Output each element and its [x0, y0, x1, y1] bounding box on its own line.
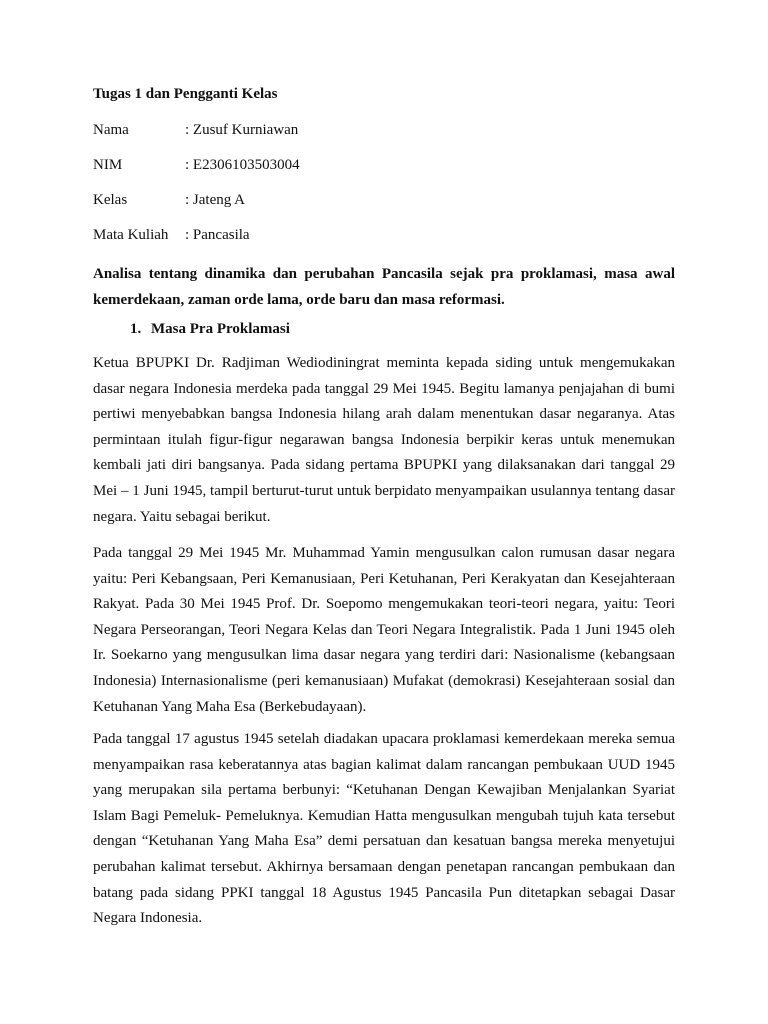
- field-label-kelas: Kelas: [93, 192, 128, 208]
- paragraph-2: Pada tanggal 29 Mei 1945 Mr. Muhammad Yamin mengusulkan calon rumusan dasar negara yaitu: Peri Kebangsaan, Peri Kemanusiaan, Peri Ketuhanan, Peri Kerakyatan dan Kesejahteraan Rakyat. Pada 30 Mei 1945 Prof. Dr. Soepomo mengemukakan teori-teori negara, yaitu: Teori Negara Perseorangan, Teori Negara Kelas dan Teori Negara Integralistik. Pada 1 Juni 1945 oleh Ir. Soekarno yang mengusulkan lima dasar negara yang terdiri dari: Nasionalisme (kebangsaan Indonesia) Internasionalisme (peri kemanusiaan) Mufakat (demokrasi) Kesejahteraan sosial dan Ketuhanan Yang Maha Esa (Berkebudayaan).: [93, 545, 675, 715]
- document-title: Tugas 1 dan Pengganti Kelas: [93, 86, 278, 102]
- field-label-mata-kuliah: Mata Kuliah: [93, 227, 169, 243]
- field-value-nama: : Zusuf Kurniawan: [185, 122, 299, 138]
- section-heading-1: [130, 321, 290, 338]
- section-number: 1.: [130, 321, 142, 337]
- field-value-kelas: : Jateng A: [185, 192, 245, 208]
- field-value-mata-kuliah: : Pancasila: [185, 227, 250, 243]
- paragraph-1: Ketua BPUPKI Dr. Radjiman Wediodiningrat meminta kepada siding untuk mengemukakan dasar negara Indonesia merdeka pada tanggal 29 Mei 1945. Begitu lamanya penjajahan di bumi pertiwi menyebabkan bangsa Indonesia hilang arah dalam menentukan dasar negaranya. Atas permintaan itulah figur-figur negarawan bangsa Indonesia berpikir keras untuk menemukan kembali jati diri bangsanya. Pada sidang pertama BPUPKI yang dilaksanakan dari tanggal 29 Mei – 1 Juni 1945, tampil berturut-turut untuk berpidato menyampaikan usulannya tentang dasar negara. Yaitu sebagai berikut.: [93, 355, 675, 525]
- analysis-heading: Analisa tentang dinamika dan perubahan Pancasila sejak pra proklamasi, masa awal kemerdekaan, zaman orde lama, orde baru dan masa reformasi.: [93, 266, 675, 308]
- field-label-nama: Nama: [93, 122, 129, 138]
- field-value-nim: : E2306103503004: [185, 157, 300, 173]
- paragraph-3: Pada tanggal 17 agustus 1945 setelah diadakan upacara proklamasi kemerdekaan mereka semua menyampaikan rasa keberatannya atas bagian kalimat dalam rancangan pembukaan UUD 1945 yang merupakan sila pertama berbunyi: “Ketuhanan Dengan Kewajiban Menjalankan Syariat Islam Bagi Pemeluk- Pemeluknya. Kemudian Hatta mengusulkan mengubah tujuh kata tersebut dengan “Ketuhanan Yang Maha Esa” demi persatuan dan kesatuan bangsa mereka menyetujui perubahan kalimat tersebut. Akhirnya bersamaan dengan penetapan rancangan pembukaan dan batang pada sidang PPKI tanggal 18 Agustus 1945 Pancasila Pun ditetapkan sebagai Dasar Negara Indonesia.: [93, 731, 675, 927]
- field-label-nim: NIM: [93, 157, 123, 173]
- section-title: Masa Pra Proklamasi: [151, 321, 290, 337]
